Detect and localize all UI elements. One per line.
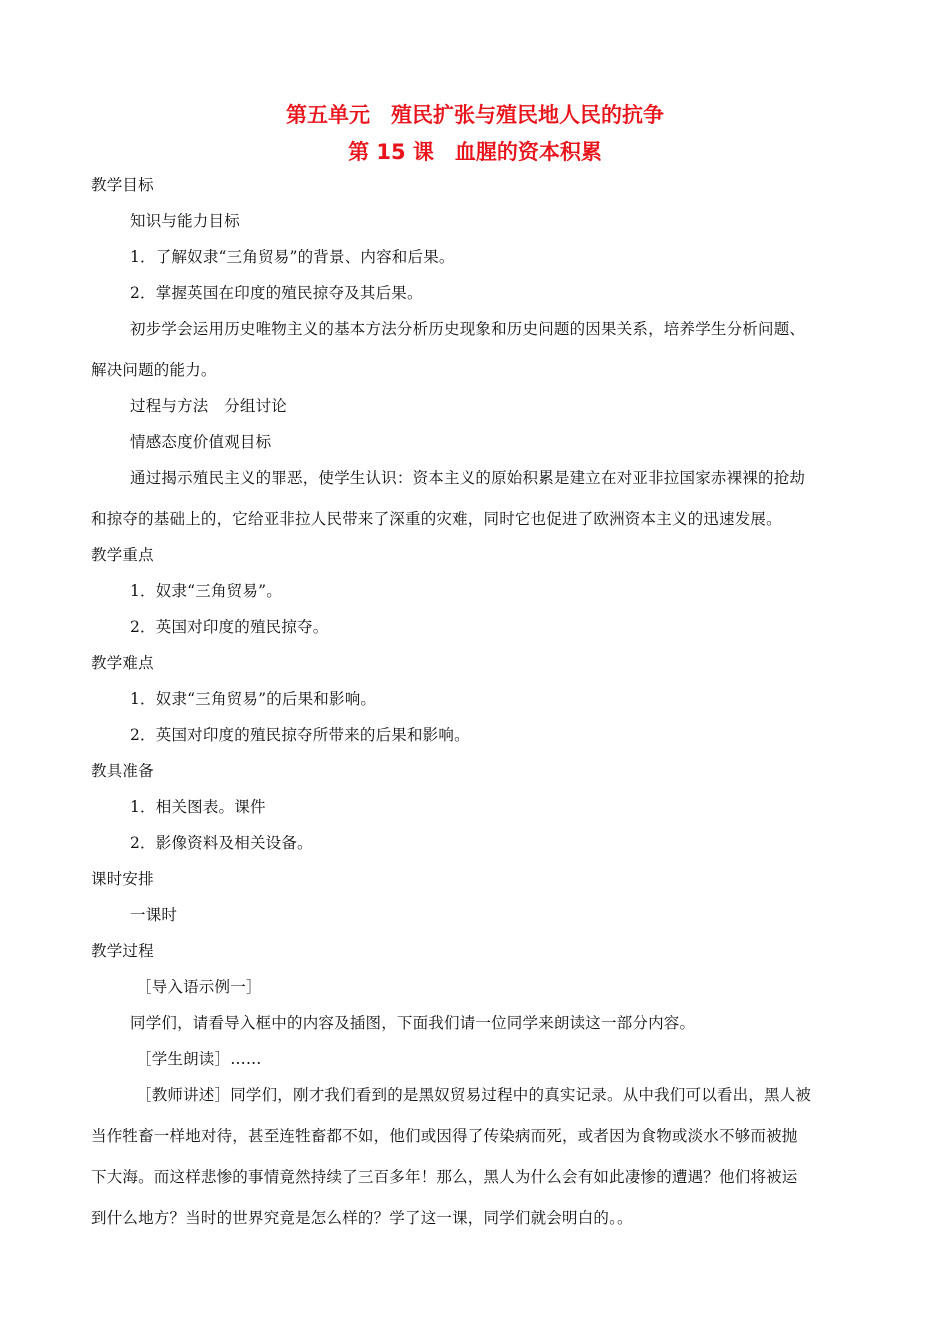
section-heading-objectives: 教学目标 xyxy=(91,176,154,194)
section-heading-key-points: 教学重点 xyxy=(91,546,154,564)
section-heading-difficulties: 教学难点 xyxy=(91,654,154,672)
unit-title: 第五单元 殖民扩张与殖民地人民的抗争 xyxy=(286,103,664,127)
list-item: 1．奴隶“三角贸易”。 xyxy=(130,582,282,600)
lesson-title: 第 15 课 血腥的资本积累 xyxy=(348,140,602,164)
list-item: 1．奴隶“三角贸易”的后果和影响。 xyxy=(130,690,377,708)
objective-item: 1．了解奴隶“三角贸易”的背景、内容和后果。 xyxy=(130,248,455,266)
subheading-process: 过程与方法 分组讨论 xyxy=(130,397,288,415)
schedule-text: 一课时 xyxy=(130,906,178,924)
section-heading-process: 教学过程 xyxy=(91,942,154,960)
section-heading-materials: 教具准备 xyxy=(91,762,154,780)
section-heading-schedule: 课时安排 xyxy=(91,870,154,888)
paragraph-line: 和掠夺的基础上的，它给亚非拉人民带来了深重的灾难，同时它也促进了欧洲资本主义的迅速发展。 xyxy=(91,510,782,528)
paragraph-line: ［教师讲述］同学们，刚才我们看到的是黑奴贸易过程中的真实记录。从中我们可以看出，黑人被 xyxy=(136,1086,812,1104)
objective-item: 2．掌握英国在印度的殖民掠夺及其后果。 xyxy=(130,284,423,302)
student-reading-label: ［学生朗读］…… xyxy=(136,1050,262,1068)
paragraph-line: 通过揭示殖民主义的罪恶，使学生认识：资本主义的原始积累是建立在对亚非拉国家赤裸裸的抢劫 xyxy=(130,469,806,487)
list-item: 2．影像资料及相关设备。 xyxy=(130,834,313,852)
paragraph-line: 到什么地方？当时的世界究竟是怎么样的？学了这一课，同学们就会明白的。。 xyxy=(91,1209,633,1227)
paragraph-line: 当作牲畜一样地对待，甚至连牲畜都不如，他们或因得了传染病而死，或者因为食物或淡水不够而被抛 xyxy=(91,1127,798,1145)
list-item: 2．英国对印度的殖民掠夺所带来的后果和影响。 xyxy=(130,726,470,744)
paragraph-line: 同学们，请看导入框中的内容及插图，下面我们请一位同学来朗读这一部分内容。 xyxy=(130,1014,696,1032)
subheading-knowledge: 知识与能力目标 xyxy=(130,212,240,230)
intro-label: ［导入语示例一］ xyxy=(136,978,262,996)
paragraph-line: 解决问题的能力。 xyxy=(91,361,217,379)
list-item: 2．英国对印度的殖民掠夺。 xyxy=(130,618,329,636)
subheading-values: 情感态度价值观目标 xyxy=(130,433,272,451)
paragraph-line: 初步学会运用历史唯物主义的基本方法分析历史现象和历史问题的因果关系，培养学生分析问题、 xyxy=(130,320,806,338)
paragraph-line: 下大海。而这样悲惨的事情竟然持续了三百多年！那么，黑人为什么会有如此凄惨的遭遇？他们将被运 xyxy=(91,1168,798,1186)
list-item: 1．相关图表。课件 xyxy=(130,798,266,816)
